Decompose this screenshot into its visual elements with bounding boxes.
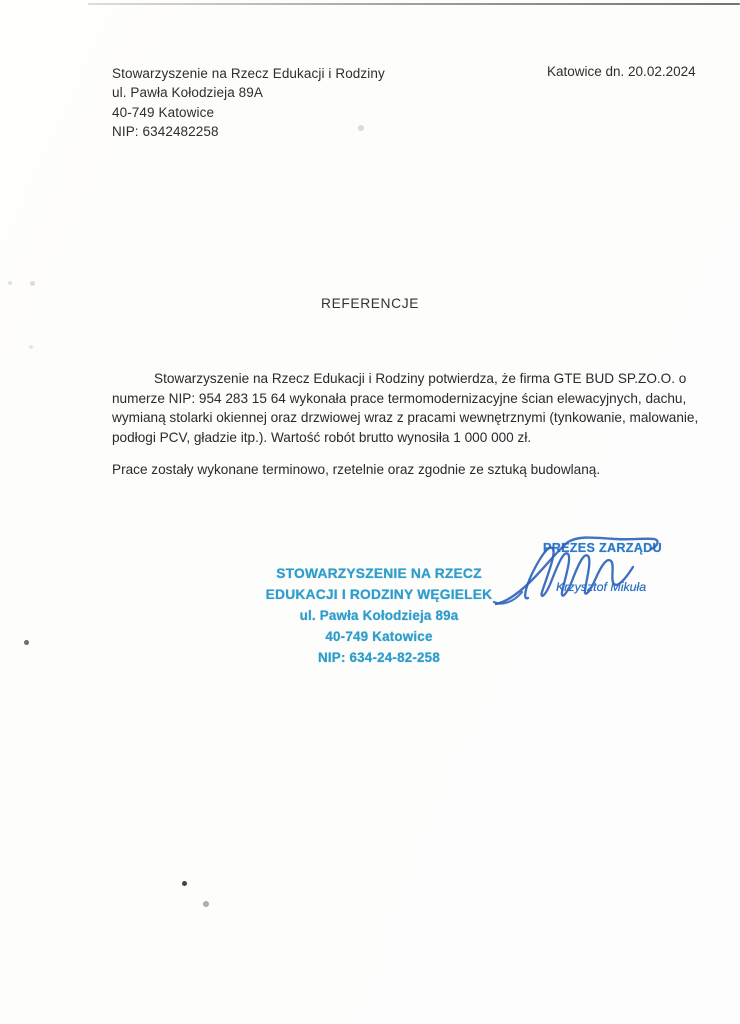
scan-speck: [24, 640, 29, 645]
sender-city: 40-749 Katowice: [112, 104, 215, 120]
stamp-city: 40-749 Katowice: [325, 629, 433, 644]
stamp-org-name-line1: STOWARZYSZENIE NA RZECZ: [276, 566, 482, 581]
scan-speck: [29, 345, 33, 349]
company-stamp: [248, 563, 510, 668]
scan-speck: [358, 125, 364, 131]
sender-nip: NIP: 6342482258: [112, 123, 219, 139]
handwritten-signature: [488, 522, 673, 614]
scan-edge-artifact: [88, 3, 740, 5]
signer-role-stamp: PREZES ZARZĄDU: [543, 541, 662, 555]
scan-speck: [203, 901, 209, 907]
body-paragraph-2: Prace zostały wykonane terminowo, rzetelnie oraz zgodnie ze sztuką budowlaną.: [112, 462, 601, 477]
sender-address-block: [112, 64, 385, 141]
signer-name: Krzysztof Mikuła: [556, 580, 647, 594]
stamp-org-name-line2: EDUKACJI I RODZINY WĘGIELEK: [265, 587, 493, 602]
stamp-nip: NIP: 634-24-82-258: [318, 650, 440, 665]
sender-street: ul. Pawła Kołodzieja 89A: [112, 85, 263, 101]
body-paragraph-1: Stowarzyszenie na Rzecz Edukacji i Rodziny potwierdza, że firma GTE BUD SP.ZO.O. o numerze NIP: 954 283 15 64 wykonała prace termomodernizacyjne ścian elewacyjnych, dachu, wymianą stolarki okiennej oraz drzwiowej wraz z pracami wewnętrznymi (tynkowanie, malowanie, podłogi PCV, gładzie itp.). Wartość robót brutto wynosiła 1 000 000 zł.: [112, 371, 699, 445]
scan-speck: [30, 281, 35, 286]
document-title: REFERENCJE: [321, 296, 419, 311]
sender-name: Stowarzyszenie na Rzecz Edukacji i Rodziny: [112, 66, 385, 81]
stamp-street: ul. Pawła Kołodzieja 89a: [299, 608, 459, 623]
scan-speck: [8, 281, 12, 285]
scan-speck: [182, 881, 187, 886]
place-and-date: Katowice dn. 20.02.2024: [547, 64, 696, 79]
